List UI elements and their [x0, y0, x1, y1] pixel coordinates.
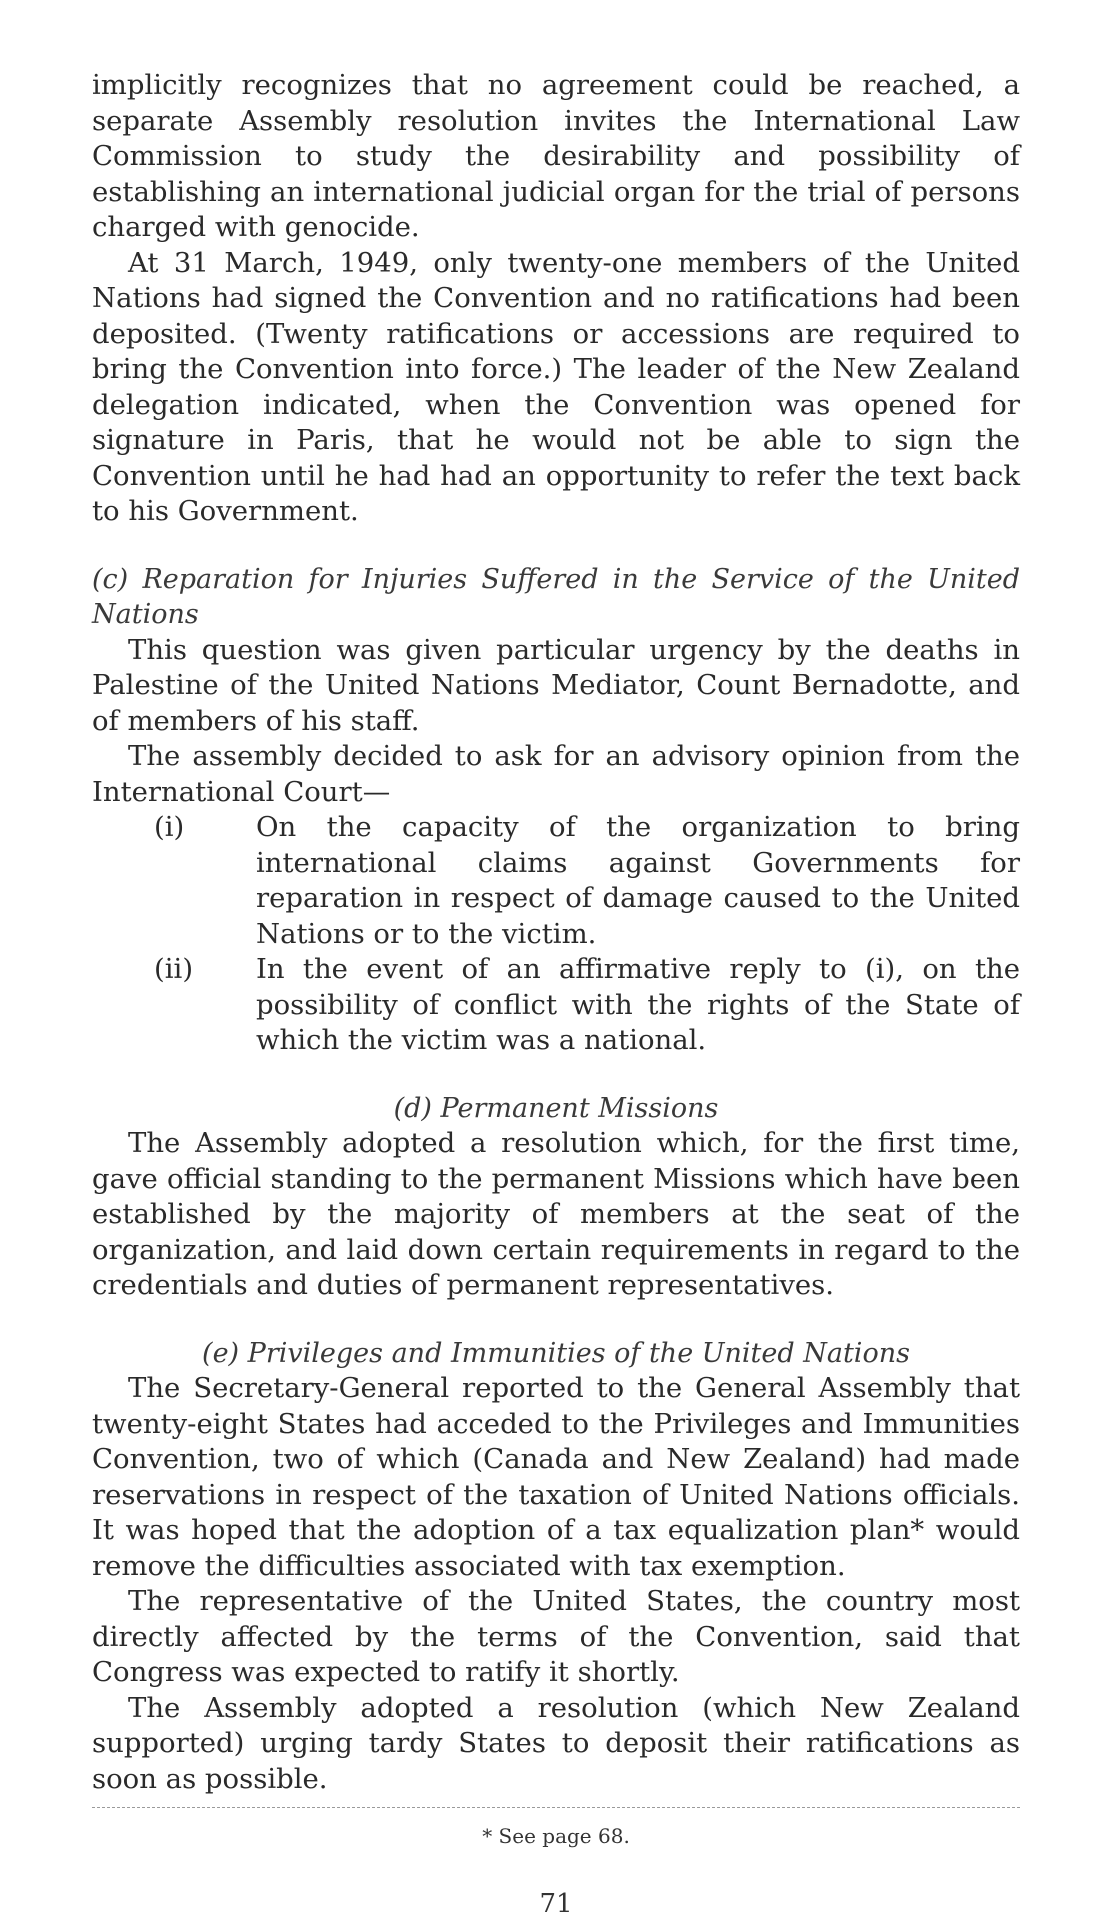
- list-item-label: (ii): [154, 953, 194, 985]
- list-item: [92, 810, 1020, 952]
- section-e-paragraph-3: The Assembly adopted a resolution (which New Zealand supported) urging tardy States to deposit their ratifications as soon as possible.: [92, 1691, 1020, 1795]
- section-c-paragraph-1: This question was given particular urgency by the deaths in Palestine of the United Nations Mediator, Count Bernadotte, and of members of his staff.: [92, 633, 1020, 737]
- section-c-paragraph-2: The assembly decided to ask for an advisory opinion from the International Court—: [92, 740, 1020, 808]
- page-number: 71: [539, 1889, 573, 1919]
- section-e-heading: (e) Privileges and Immunities of the United Nations: [202, 1337, 910, 1369]
- paragraph-convention-status: At 31 March, 1949, only twenty-one members of the United Nations had signed the Convention and no ratifications had been deposited. (Twenty ratifications or accessions are required to bring the Convention into force.) The leader of the New Zealand delegation indicated, when the Convention was opened for signature in Paris, that he would not be able to sign the Convention until he had had an opportunity to refer the text back to his Government.: [92, 246, 1020, 527]
- footnote: * See page 68.: [482, 1824, 630, 1848]
- paragraph-genocide-continued: implicitly recognizes that no agreement could be reached, a separate Assembly resolution invites the International Law Commission to study the desirability and possibility of establishing an international judicial organ for the trial of persons charged with genocide.: [92, 69, 1020, 243]
- list-item-text: In the event of an affirmative reply to (i), on the possibility of conflict with the rights of the State of which the victim was a national.: [256, 953, 1020, 1056]
- section-c-heading: (c) Reparation for Injuries Suffered in the Service of the United Nations: [92, 563, 1020, 630]
- section-e-paragraph-1: The Secretary-General reported to the General Assembly that twenty-eight States had acceded to the Privileges and Immunities Convention, two of which (Canada and New Zealand) had made reservations in respect of the taxation of United Nations officials. It was hoped that the adoption of a tax equalization plan* would remove the difficulties associated with tax exemption.: [92, 1372, 1020, 1582]
- list-item: [92, 952, 1020, 1059]
- section-d-heading: (d) Permanent Missions: [393, 1092, 719, 1124]
- list-item-text: On the capacity of the organization to bring international claims against Governments for reparation in respect of damage caused to the United Nations or to the victim.: [256, 811, 1020, 950]
- section-e-paragraph-2: The representative of the United States, the country most directly affected by the terms of the Convention, said that Congress was expected to ratify it shortly.: [92, 1585, 1020, 1688]
- list-item-label: (i): [154, 811, 185, 843]
- document-page: [92, 68, 1020, 1920]
- section-d-paragraph-1: The Assembly adopted a resolution which, for the first time, gave official standing to the permanent Missions which have been established by the majority of members at the seat of the organization, and laid down certain requirements in regard to the credentials and duties of permanent representatives.: [92, 1127, 1020, 1301]
- footnote-divider: [92, 1807, 1020, 1808]
